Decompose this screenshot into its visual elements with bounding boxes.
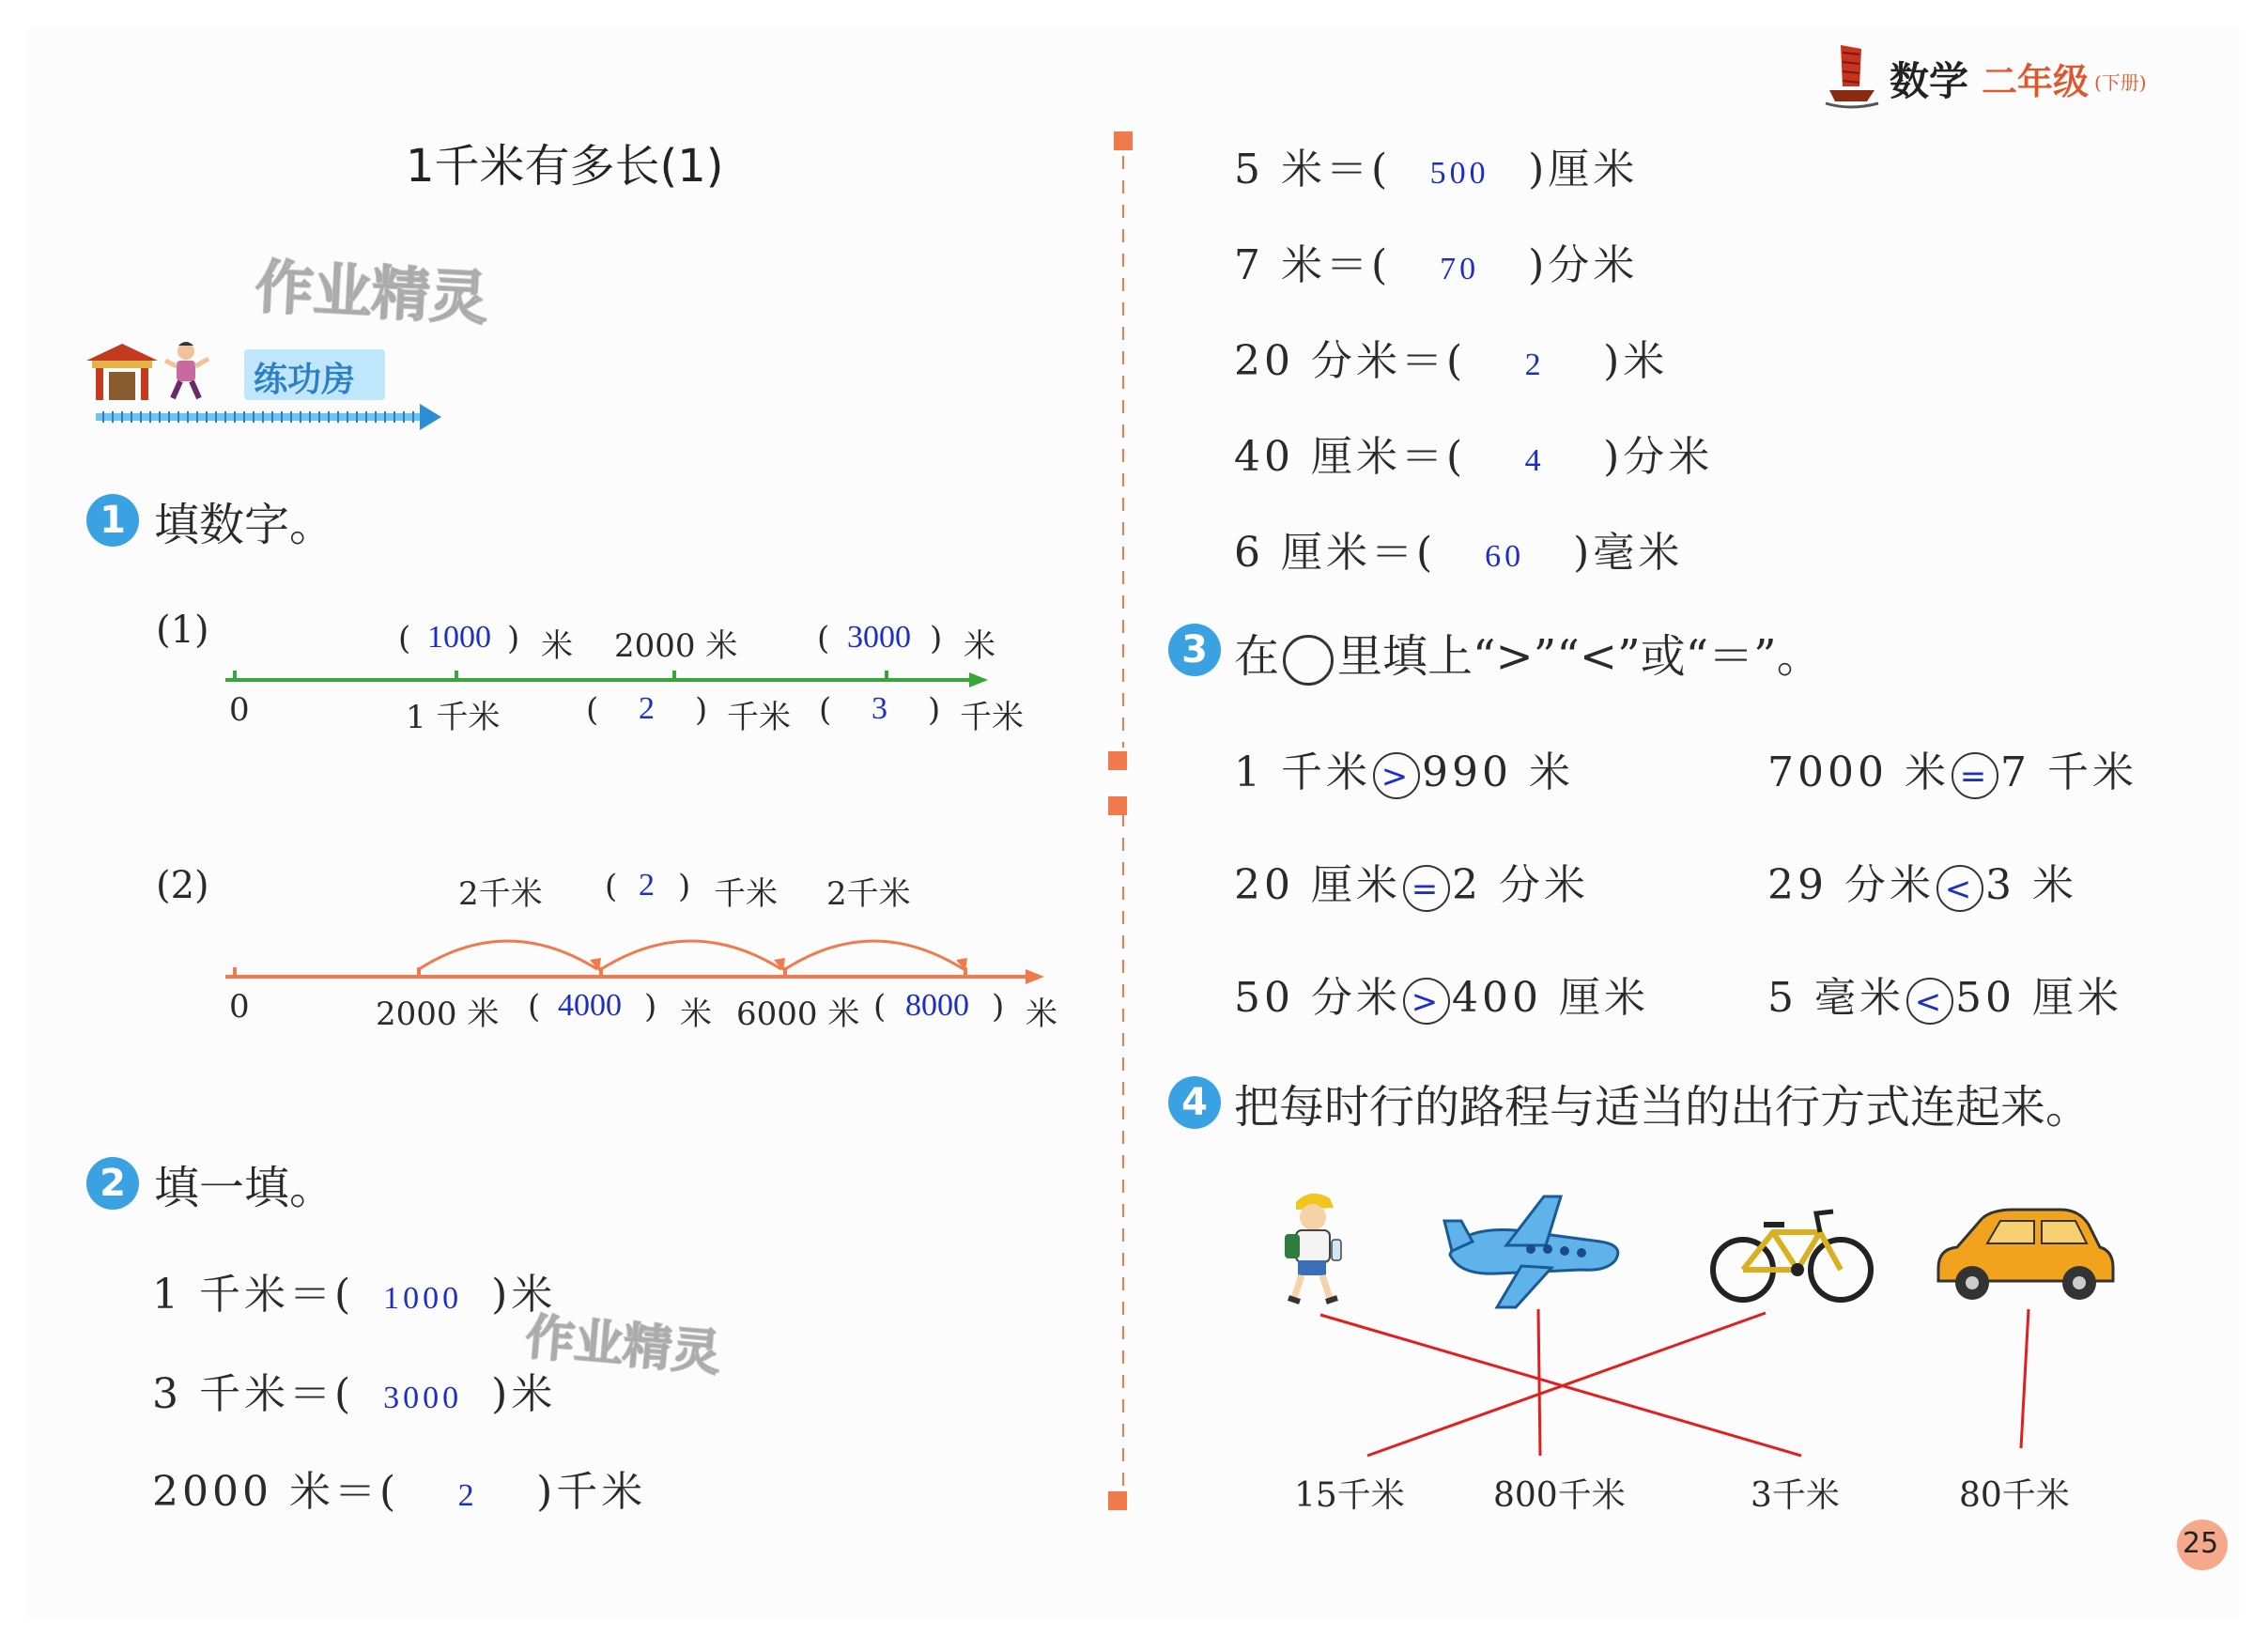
- q1-prompt: 填数字。: [154, 499, 335, 551]
- answer-3: 3: [872, 691, 887, 726]
- answer-3000: 3000: [847, 620, 911, 655]
- q2-item-6: 20 分米＝( 2 )米: [1234, 337, 1669, 385]
- divider-marker-bottom: [1108, 1491, 1127, 1510]
- compare-circle: =: [1952, 752, 1998, 799]
- q3-item-5: 50 分米 > 400 厘米: [1234, 964, 1649, 1025]
- matching-lines: [1296, 1305, 2047, 1465]
- answer-value: 1000: [383, 1281, 463, 1316]
- q2-item-7: 40 厘米＝( 4 )分米: [1234, 433, 1714, 481]
- answer-2: 2: [639, 691, 655, 726]
- distance-label-4: 80千米: [1959, 1476, 2070, 1515]
- q1-number-line-orange: [222, 913, 1048, 988]
- q4-badge: 4: [1168, 1076, 1221, 1129]
- lesson-title: 1千米有多长(1): [406, 140, 724, 193]
- answer-value: 2: [1524, 347, 1545, 382]
- q2-item-3: 2000 米＝( 2 )千米: [152, 1468, 647, 1516]
- compare-circle: =: [1403, 865, 1450, 912]
- section-label-box: [244, 349, 385, 400]
- answer-value: 2: [457, 1478, 478, 1513]
- header-subject: 数学: [1890, 58, 1969, 104]
- answer-value: 70: [1440, 252, 1480, 286]
- divider-marker-top: [1114, 131, 1133, 150]
- q2-item-4: 5 米＝( 500 )厘米: [1234, 146, 1639, 193]
- page-divider: [1104, 128, 1142, 1518]
- answer-value: 500: [1429, 156, 1489, 191]
- compare-circle: <: [1906, 978, 1953, 1025]
- q1-part1-label: (1): [156, 609, 209, 652]
- answer-2-km: 2: [639, 868, 655, 903]
- watermark-1: 作业精灵: [253, 252, 490, 333]
- kungfu-kid-icon: [163, 340, 210, 402]
- page-number: 25: [2183, 1527, 2219, 1560]
- bicycle-icon: [1707, 1204, 1876, 1307]
- header-grade: 二年级: [1982, 60, 2090, 102]
- compare-circle: >: [1373, 752, 1420, 799]
- q3-item-1: 1 千米 > 990 米: [1234, 738, 1574, 799]
- q2-prompt: 填一填。: [154, 1162, 335, 1214]
- answer-value: 4: [1524, 443, 1545, 478]
- q3-badge: 3: [1168, 624, 1221, 676]
- answer-4000: 4000: [558, 988, 622, 1023]
- answer-1000: 1000: [427, 620, 491, 655]
- header: [1822, 36, 2198, 111]
- section-label: 练功房: [254, 361, 356, 399]
- q3-item-6: 5 毫米 < 50 厘米: [1767, 964, 2122, 1025]
- q3-item-2: 7000 米 = 7 千米: [1767, 738, 2137, 799]
- distance-label-3: 3千米: [1751, 1476, 1840, 1515]
- blank-circle-icon: [1283, 635, 1334, 686]
- answer-value: 60: [1485, 539, 1525, 574]
- q1-part2-label: (2): [156, 864, 209, 907]
- airplane-icon: [1441, 1189, 1628, 1311]
- q2-item-1: 1 千米＝( 1000 )米: [152, 1271, 557, 1319]
- q1-number-line-green: [222, 665, 992, 693]
- pavilion-icon: [85, 340, 160, 402]
- divider-marker-mid1: [1108, 751, 1127, 770]
- junk-ship-icon: [1822, 36, 1880, 109]
- q4-prompt: 把每时行的路程与适当的出行方式连起来。: [1234, 1081, 2091, 1134]
- page-number-badge: [2177, 1520, 2228, 1570]
- q3-prompt: 在 里填上“>”“<”或“＝”。: [1234, 620, 1822, 686]
- section-banner: [85, 340, 441, 434]
- watermark-2: 作业精灵: [523, 1309, 723, 1382]
- answer-value: 3000: [383, 1381, 463, 1415]
- q3-item-3: 20 厘米 = 2 分米: [1234, 851, 1589, 912]
- q2-item-8: 6 厘米＝( 60 )毫米: [1234, 529, 1684, 577]
- answer-8000: 8000: [905, 988, 969, 1023]
- q2-badge: 2: [86, 1157, 139, 1210]
- distance-label-1: 15千米: [1294, 1476, 1405, 1515]
- q2-item-5: 7 米＝( 70 )分米: [1234, 241, 1639, 289]
- q1-badge: 1: [86, 494, 139, 547]
- divider-marker-mid2: [1108, 796, 1127, 815]
- walking-boy-icon: [1268, 1185, 1362, 1307]
- q2-item-2: 3 千米＝( 3000 )米: [152, 1370, 557, 1418]
- compare-circle: >: [1403, 978, 1450, 1025]
- compare-circle: <: [1936, 865, 1983, 912]
- ruler-arrow: [96, 402, 443, 430]
- car-icon: [1929, 1206, 2117, 1309]
- q3-item-4: 29 分米 < 3 米: [1767, 851, 2077, 912]
- distance-label-2: 800千米: [1493, 1476, 1626, 1515]
- header-volume: (下册): [2094, 71, 2147, 94]
